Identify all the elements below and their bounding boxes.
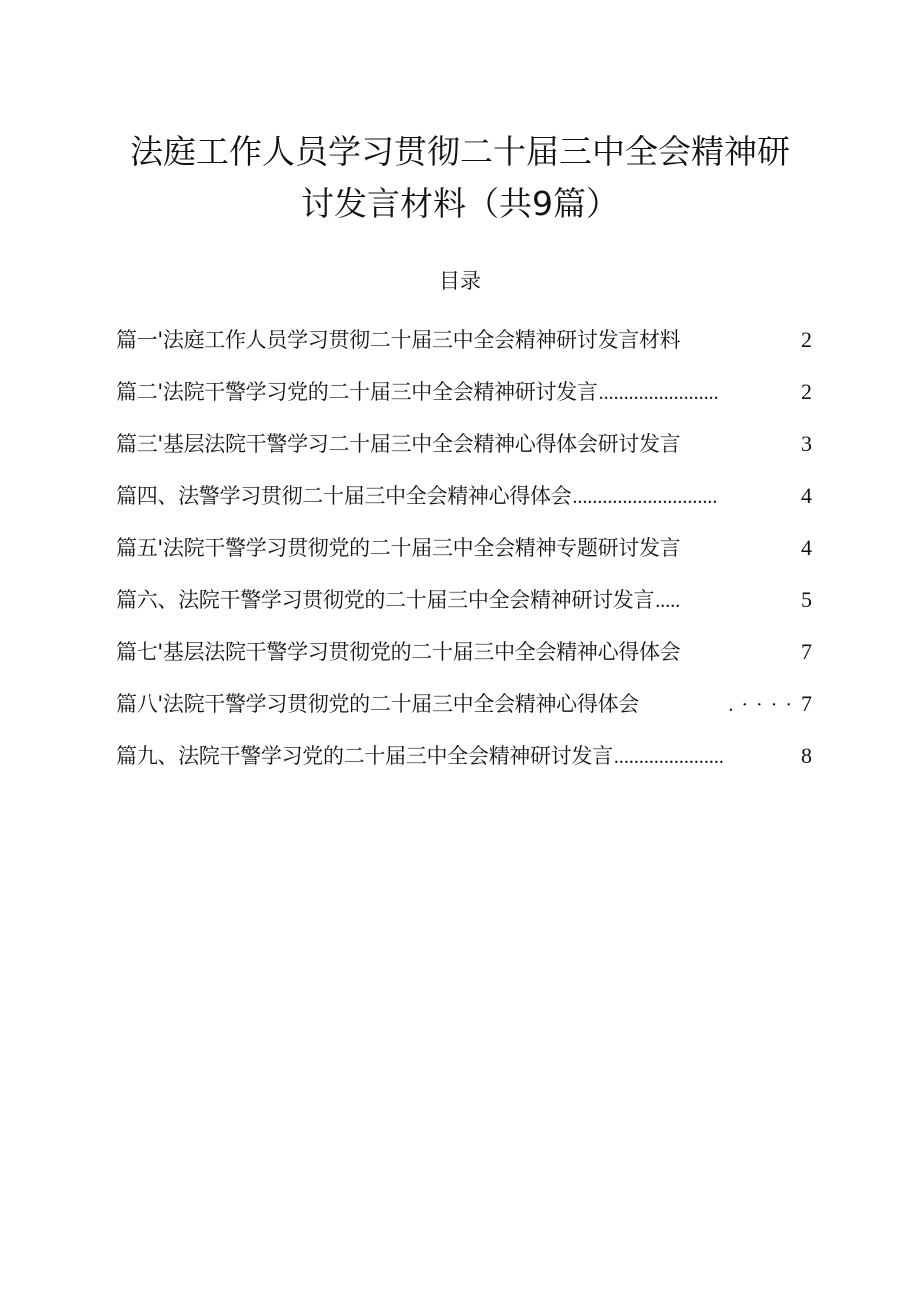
toc-page-number: 2 — [801, 327, 812, 352]
toc-entry-label: 篇八'法院干警学习贯彻党的二十届三中全会精神心得体会 — [116, 692, 639, 716]
toc-leader: ........................ — [598, 382, 719, 404]
toc-entry-label: 篇三'基层法院干警学习二十届三中全会精神心得体会研讨发言 — [116, 432, 681, 456]
toc-page-number: 8 — [801, 743, 812, 768]
toc-entry-label: 篇二'法院干警学习党的二十届三中全会精神研讨发言 — [116, 380, 598, 404]
toc-entry-1[interactable] — [116, 322, 812, 374]
toc-page-number: 4 — [801, 483, 812, 508]
toc-entry-6[interactable] — [116, 582, 812, 634]
toc-entry-label: 篇九、法院干警学习党的二十届三中全会精神研讨发言 — [116, 744, 613, 768]
document-title — [110, 126, 810, 230]
toc-entry-label: 篇四、法警学习贯彻二十届三中全会精神心得体会 — [116, 484, 572, 508]
toc-leader: ...................... — [613, 746, 724, 768]
toc-entry-label: 篇六、法院干警学习贯彻党的二十届三中全会精神研讨发言 — [116, 588, 655, 612]
toc-page-number: 7 — [801, 691, 812, 716]
toc-page-number: 2 — [801, 379, 812, 404]
toc-page-number: 7 — [801, 639, 812, 664]
toc-entry-2[interactable] — [116, 374, 812, 426]
toc-entry-8[interactable] — [116, 686, 812, 738]
toc-page-number: 4 — [801, 535, 812, 560]
toc-leader: ............................. — [572, 486, 718, 508]
toc-entry-5[interactable] — [116, 530, 812, 582]
toc-entry-label: 篇五'法院干警学习贯彻党的二十届三中全会精神专题研讨发言 — [116, 536, 681, 560]
toc-entry-7[interactable] — [116, 634, 812, 686]
toc-page-number: 3 — [801, 431, 812, 456]
toc-entry-4[interactable] — [116, 478, 812, 530]
toc-leader: ..... — [655, 590, 681, 612]
toc-entry-3[interactable] — [116, 426, 812, 478]
document-title-line-1: 法庭工作人员学习贯彻二十届三中全会精神研 — [130, 132, 790, 171]
toc-page-number: 5 — [801, 587, 812, 612]
toc-entry-label: 篇七'基层法院干警学习贯彻党的二十届三中全会精神心得体会 — [116, 640, 681, 664]
table-of-contents — [116, 322, 812, 790]
document-title-line-2: 讨发言材料（共9篇） — [301, 184, 619, 223]
toc-leader: .···· — [728, 694, 800, 716]
toc-entry-label: 篇一'法庭工作人员学习贯彻二十届三中全会精神研讨发言材料 — [116, 328, 681, 352]
toc-entry-9[interactable] — [116, 738, 812, 790]
toc-heading: 目录 — [439, 269, 481, 293]
